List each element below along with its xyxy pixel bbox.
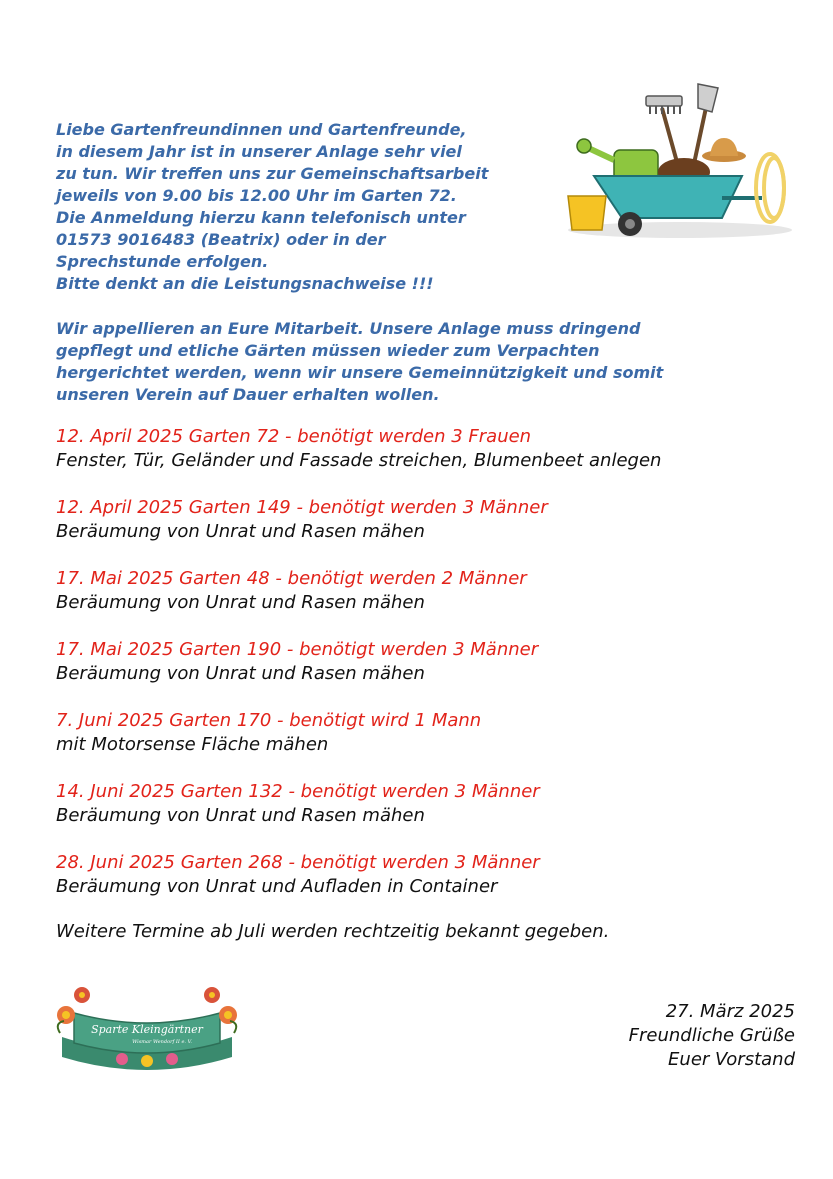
event-date: 7. Juni 2025 Garten 170 - benötigt wird 1 Mann xyxy=(56,710,482,731)
intro-line: Die Anmeldung hierzu kann telefonisch unter xyxy=(56,208,466,227)
intro-line: Sprechstunde erfolgen. xyxy=(56,252,269,271)
intro-line: zu tun. Wir treffen uns zur Gemeinschaftsarbeit xyxy=(56,164,489,183)
event-item xyxy=(56,851,796,899)
club-logo xyxy=(52,975,242,1075)
appeal-line: hergerichtet werden, wenn wir unsere Gemeinnützigkeit und somit xyxy=(56,363,664,382)
event-date: 17. Mai 2025 Garten 190 - benötigt werden 3 Männer xyxy=(56,639,539,660)
appeal-line: gepflegt und etliche Gärten müssen wieder zum Verpachten xyxy=(56,341,600,360)
event-item xyxy=(56,425,796,473)
event-date: 17. Mai 2025 Garten 48 - benötigt werden 2 Männer xyxy=(56,568,527,589)
greeting: Freundliche Grüße xyxy=(628,1025,795,1046)
intro-paragraph xyxy=(56,119,576,295)
event-date: 12. April 2025 Garten 72 - benötigt werden 3 Frauen xyxy=(56,426,532,447)
event-task: Beräumung von Unrat und Rasen mähen xyxy=(56,663,425,684)
event-item xyxy=(56,709,796,757)
event-item xyxy=(56,567,796,615)
event-list xyxy=(56,425,796,922)
event-task: Beräumung von Unrat und Rasen mähen xyxy=(56,592,425,613)
event-task: Fenster, Tür, Geländer und Fassade streichen, Blumenbeet anlegen xyxy=(56,450,662,471)
sender: Euer Vorstand xyxy=(668,1049,795,1070)
intro-line: jeweils von 9.00 bis 12.00 Uhr im Garten 72. xyxy=(56,186,457,205)
event-item xyxy=(56,638,796,686)
intro-line: Liebe Gartenfreundinnen und Gartenfreunde, xyxy=(56,120,467,139)
appeal-line: Wir appellieren an Eure Mitarbeit. Unsere Anlage muss dringend xyxy=(56,319,641,338)
intro-line: in diesem Jahr ist in unserer Anlage sehr viel xyxy=(56,142,462,161)
intro-line: Bitte denkt an die Leistungsnachweise !!! xyxy=(56,274,434,293)
event-item xyxy=(56,780,796,828)
event-date: 28. Juni 2025 Garten 268 - benötigt werden 3 Männer xyxy=(56,852,540,873)
logo-title: Sparte Kleingärtner xyxy=(91,1023,203,1036)
event-task: mit Motorsense Fläche mähen xyxy=(56,734,329,755)
signature-block xyxy=(629,1000,795,1072)
intro-line: 01573 9016483 (Beatrix) oder in der xyxy=(56,230,386,249)
logo-subtitle: Wismar Wendorf II e. V. xyxy=(132,1039,192,1045)
appeal-paragraph xyxy=(56,318,776,406)
event-task: Beräumung von Unrat und Rasen mähen xyxy=(56,805,425,826)
event-task: Beräumung von Unrat und Rasen mähen xyxy=(56,521,425,542)
garden-tools-illustration xyxy=(562,78,792,243)
letter-date: 27. März 2025 xyxy=(665,1001,795,1022)
appeal-line: unseren Verein auf Dauer erhalten wollen. xyxy=(56,385,440,404)
further-dates-note: Weitere Termine ab Juli werden rechtzeitig bekannt gegeben. xyxy=(56,921,610,942)
event-task: Beräumung von Unrat und Aufladen in Container xyxy=(56,876,498,897)
event-item xyxy=(56,496,796,544)
event-date: 12. April 2025 Garten 149 - benötigt werden 3 Männer xyxy=(56,497,548,518)
event-date: 14. Juni 2025 Garten 132 - benötigt werden 3 Männer xyxy=(56,781,540,802)
